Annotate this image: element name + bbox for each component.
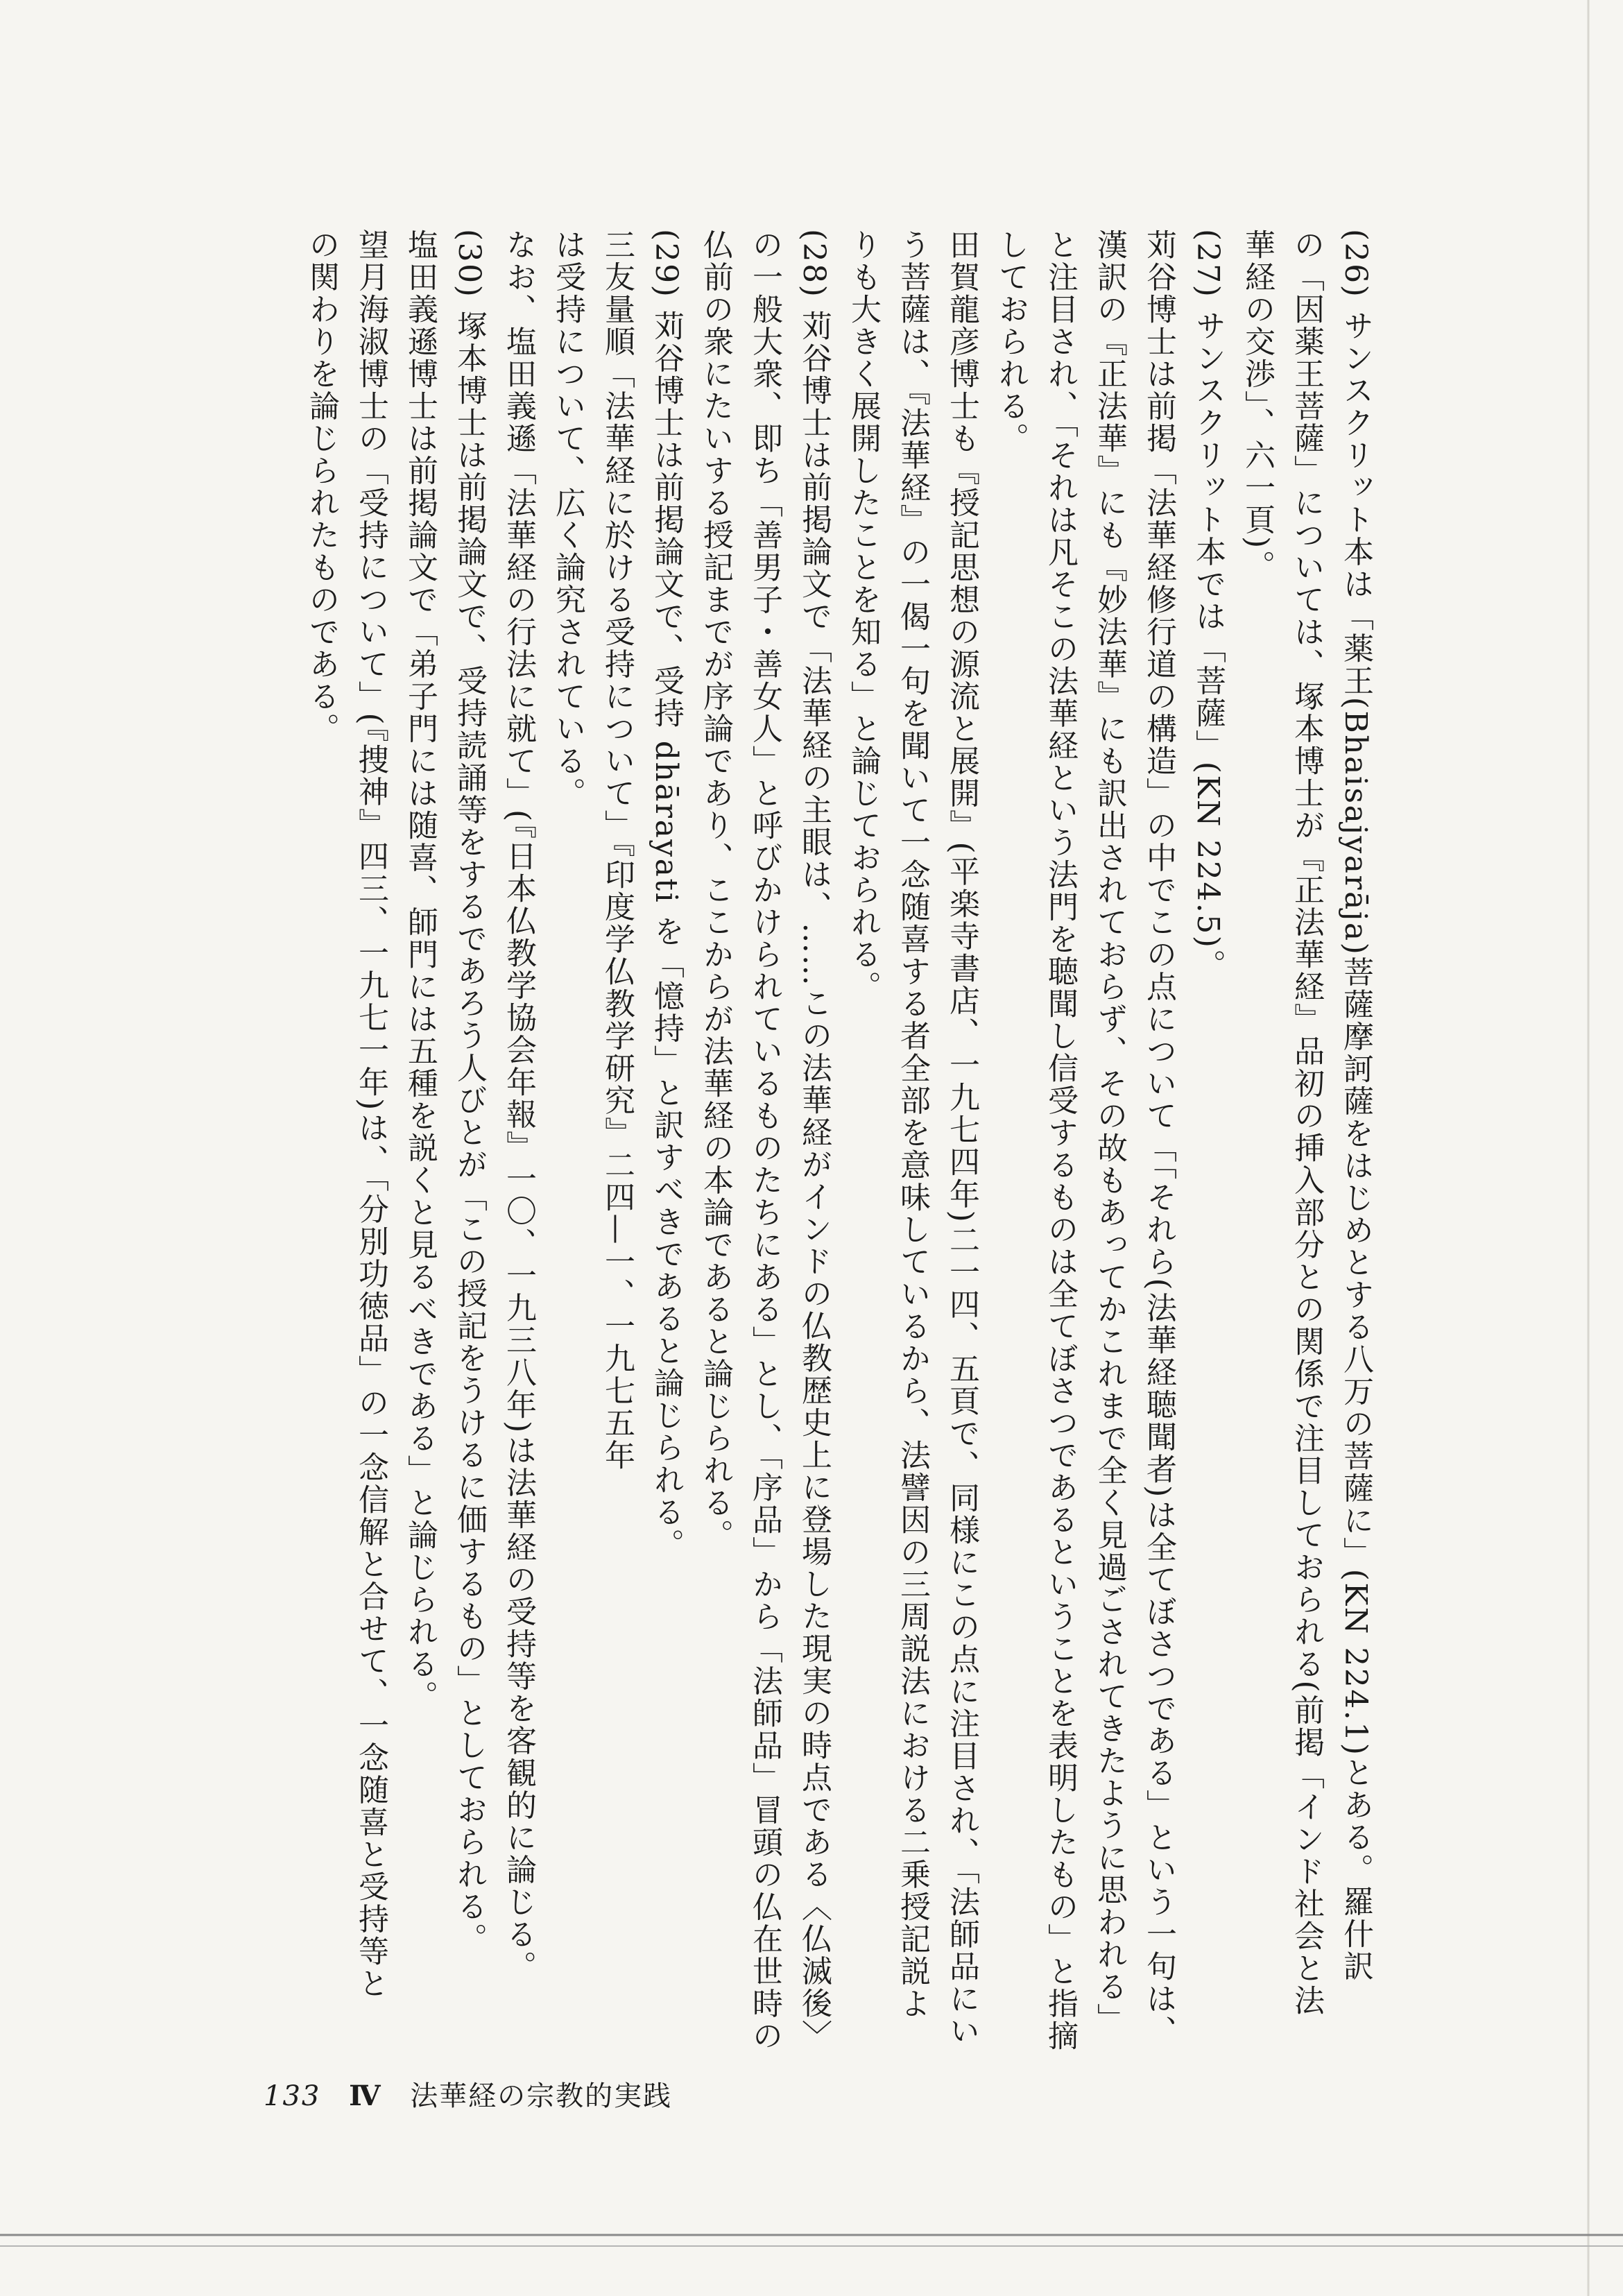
note-29-line-1: (29) 苅谷博士は前掲論文で、受持 dhārayati を「憶持」と訳すべきであると論じられる。 [649, 229, 684, 1561]
chapter-title: 法華経の宗教的実践 [410, 2080, 673, 2112]
chapter-numeral: Ⅳ [349, 2080, 382, 2112]
note-30-line-2: 塩田義遜博士は前掲論文で「弟子門には随喜、師門には五種を説くと見るべきである」と論じられる。 [402, 229, 438, 1713]
note-29-line-3: は受持について、広く論究されている。 [550, 229, 585, 809]
note-26-line-2: の「因薬王菩薩」については、塚本博士が『正法華経』品初の挿入部分との関係で注目しておられる(前掲「インド社会と法 [1289, 229, 1324, 2017]
note-28-line-3: 仏前の衆にたいする授記までが序論であり、ここからが法華経の本論であると論じられる。 [698, 229, 733, 1552]
note-28-line-2: の一般大衆、即ち「善男子・善女人」と呼びかけられているものたちにある」とし、「序品」から「法師品」冒頭の仏在世時の [747, 229, 782, 2053]
note-27-line-8: りも大きく展開したことを知る」と論じておられる。 [845, 229, 881, 1003]
note-27-line-4: と注目され、「それは凡そこの法華経という法門を聴聞し信受するものは全てぼさつであるということを表明したもの」と指摘 [1042, 229, 1078, 2053]
endnotes-body [297, 229, 1380, 2053]
note-26-line-1: (26) サンスクリット本は「薬王(Bhaisajyarāja)菩薩摩訶薩をはじめとする八万の菩薩に」(KN 224.1)とある。羅什訳 [1338, 229, 1373, 1982]
note-30-line-1: (30) 塚本博士は前掲論文で、受持読誦等をするであろう人びとが「この授記をうけるに価するもの」としておられる。 [452, 229, 487, 1955]
note-27-line-6: 田賀龍彦博士も『授記思想の源流と展開』(平楽寺書店、一九七四年)二一四、五頁で、同様にこの点に注目され、「法師品にい [944, 229, 979, 2048]
note-30-line-4: の関わりを論じられたものである。 [304, 229, 339, 745]
note-28-line-1: (28) 苅谷博士は前掲論文で「法華経の主眼は、……この法華経がインドの仏教歴史上に登場した現実の時点である〈仏滅後〉 [796, 229, 832, 2052]
note-29-line-4: なお、塩田義遜「法華経の行法に就て」(『日本仏教学協会年報』一〇、一九三八年)は法華経の受持等を客観的に論じる。 [501, 229, 536, 1983]
note-27-line-1: (27) サンスクリット本では「菩薩」(KN 224.5)。 [1190, 229, 1226, 982]
page-footer [264, 2074, 690, 2114]
note-26-line-3: 華経の交渉」、六一頁)。 [1239, 229, 1275, 583]
note-27-line-5: しておられる。 [993, 229, 1029, 455]
note-27-line-3: 漢訳の『正法華』にも『妙法華』にも訳出されておらず、その故もあってかこれまで全く見過ごされてきたように思われる」 [1092, 229, 1127, 2035]
page-number: 133 [264, 2080, 321, 2112]
note-27-line-7: う菩薩は、『法華経』の一偈一句を聞いて一念随喜する者全部を意味しているから、法譬因の三周説法における二乗授記説よ [895, 229, 930, 2020]
note-29-line-2: 三友量順「法華経に於ける受持について」『印度学仏教学研究』二四—一、一九七五年 [599, 229, 635, 1472]
note-27-line-2: 苅谷博士は前掲「法華経修行道の構造」の中でこの点について「「それら(法華経聴聞者)は全てぼさつである」という一句は、 [1141, 229, 1176, 2048]
note-30-line-3: 望月海淑博士の「受持について」(『捜神』四三、一九七一年)は、「分別功徳品」の一念信解と合せて、一念随喜と受持等と [353, 229, 388, 2000]
